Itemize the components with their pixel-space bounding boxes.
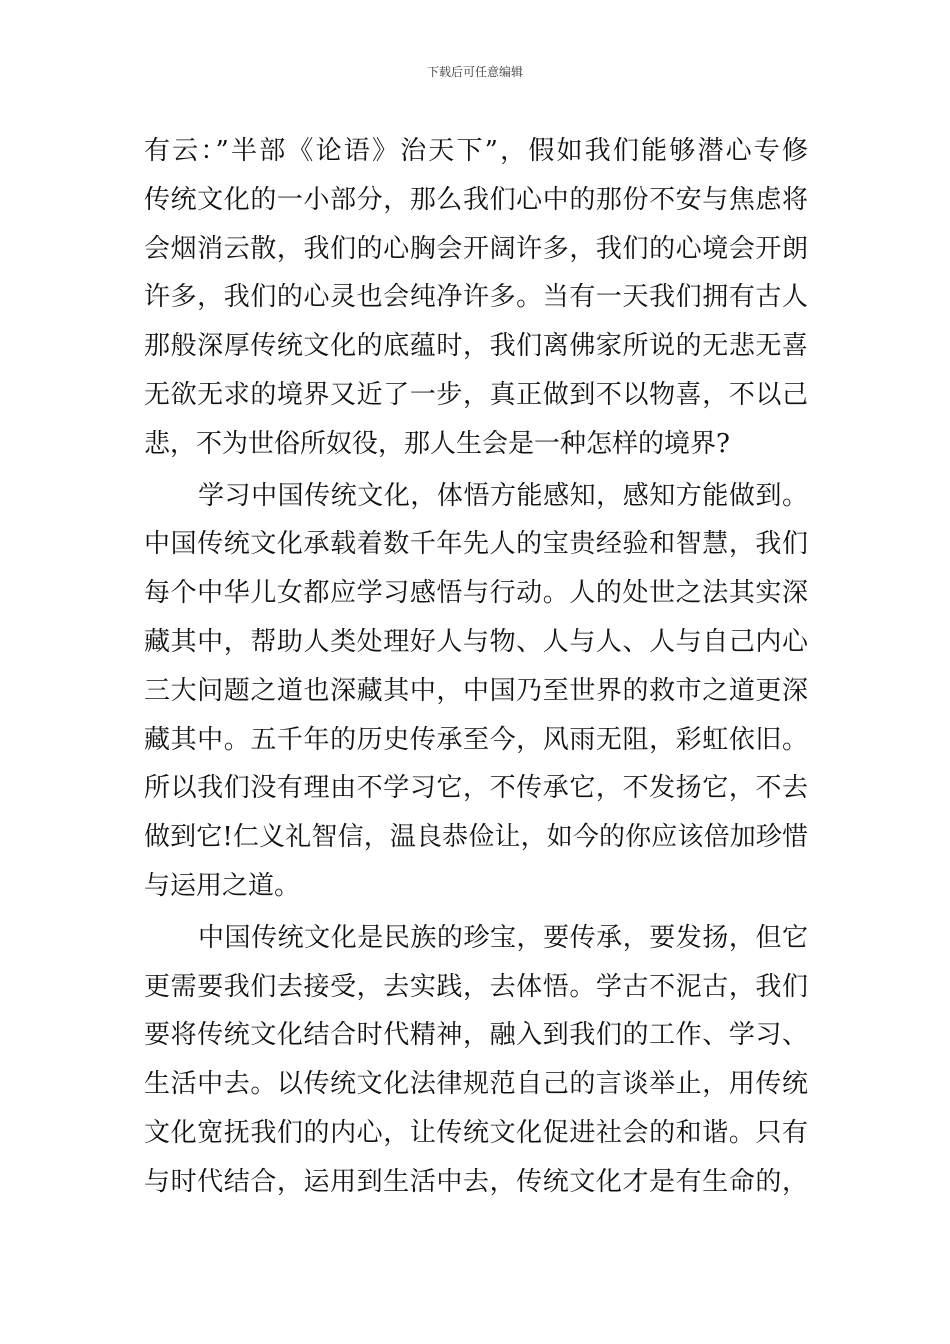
paragraph-3 (144, 914, 808, 1207)
paragraph-line: 学习中国传统文化，体悟方能感知，感知方能做到。 (198, 480, 808, 511)
paragraph-line: 生活中去。以传统文化法律规范自己的言谈举止，用传统 (144, 1069, 808, 1100)
paragraph-line: 藏其中。五千年的历史传承至今，风雨无阻，彩虹依旧。 (144, 724, 808, 755)
paragraph-line: 要将传统文化结合时代精神，融入到我们的工作、学习、 (144, 1020, 808, 1051)
paragraph-line: 每个中华儿女都应学习感悟与行动。人的处世之法其实深 (144, 578, 808, 609)
paragraph-line: 文化宽抚我们的内心，让传统文化促进社会的和谐。只有 (144, 1117, 808, 1148)
paragraph-line: 更需要我们去接受，去实践，去体悟。学古不泥古，我们 (144, 971, 808, 1002)
paragraph-line: 悲，不为世俗所奴役，那人生会是一种怎样的境界? (144, 428, 730, 459)
paragraph-line: 与时代结合，运用到生活中去，传统文化才是有生命的， (144, 1166, 808, 1197)
paragraph-line: 与运用之道。 (144, 870, 301, 901)
paragraph-line: 藏其中，帮助人类处理好人与物、人与人、人与自己内心 (144, 626, 808, 657)
paragraph-2 (144, 472, 808, 911)
paragraph-line: 所以我们没有理由不学习它，不传承它，不发扬它，不去 (144, 773, 808, 804)
paragraph-line: 那般深厚传统文化的底蕴时，我们离佛家所说的无悲无喜 (144, 331, 808, 362)
page-header: 下载后可任意编辑 (426, 65, 523, 79)
paragraph-1 (144, 127, 808, 469)
paragraph-line: 会烟消云散，我们的心胸会开阔许多，我们的心境会开朗 (144, 233, 808, 264)
paragraph-line: 中国传统文化承载着数千年先人的宝贵经验和智慧，我们 (144, 529, 808, 560)
paragraph-line: 有云：”半部《论语》治天下”，假如我们能够潜心专修 (144, 136, 808, 166)
document-body (144, 127, 808, 1207)
paragraph-line: 三大问题之道也深藏其中，中国乃至世界的救市之道更深 (144, 675, 808, 706)
paragraph-line: 做到它!仁义礼智信，温良恭俭让，如今的你应该倍加珍惜 (144, 822, 808, 853)
paragraph-line: 传统文化的一小部分，那么我们心中的那份不安与焦虑将 (144, 184, 808, 215)
paragraph-line: 无欲无求的境界又近了一步，真正做到不以物喜，不以己 (144, 379, 808, 410)
paragraph-line: 中国传统文化是民族的珍宝，要传承，要发扬，但它 (198, 922, 808, 953)
paragraph-line: 许多，我们的心灵也会纯净许多。当有一天我们拥有古人 (144, 282, 808, 313)
